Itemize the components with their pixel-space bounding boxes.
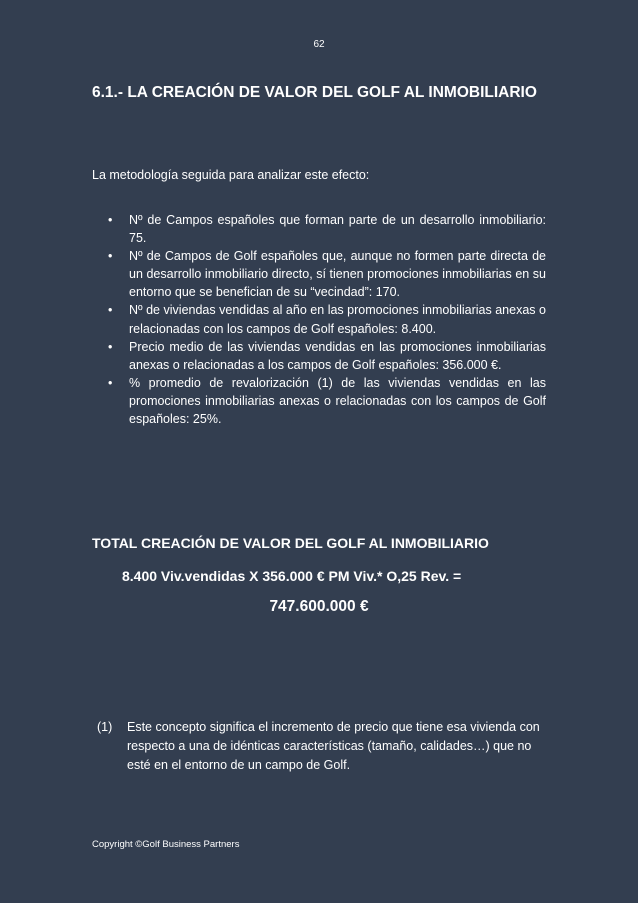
bullet-icon: • (108, 375, 113, 390)
list-item (92, 247, 546, 301)
section-title: 6.1.- LA CREACIÓN DE VALOR DEL GOLF AL INMOBILIARIO (92, 84, 537, 101)
copyright-footer: Copyright ©Golf Business Partners (92, 839, 240, 850)
list-item (92, 211, 546, 247)
footnote (97, 718, 557, 775)
list-item-text: Precio medio de las viviendas vendidas en las promociones inmobiliarias anexas o relacionadas a los campos de Golf españoles: 356.000 €. (129, 339, 546, 372)
methodology-list (92, 211, 546, 428)
total-formula: 8.400 Viv.vendidas X 356.000 € PM Viv.* O,25 Rev. = (122, 568, 462, 584)
list-item (92, 301, 546, 337)
intro-paragraph: La metodología seguida para analizar este efecto: (92, 168, 370, 182)
list-item (92, 338, 546, 374)
total-heading: TOTAL CREACIÓN DE VALOR DEL GOLF AL INMOBILIARIO (92, 535, 489, 551)
total-value: 747.600.000 € (269, 598, 369, 615)
footnote-marker: (1) (97, 720, 113, 734)
list-item (92, 374, 546, 428)
list-item-text: Nº de Campos de Golf españoles que, aunque no formen parte directa de un desarrollo inmobiliario directo, sí tienen promociones inmobiliarias en su entorno que se benefician de su “vecindad”: 170. (129, 249, 546, 300)
bullet-icon: • (108, 303, 113, 318)
list-item-text: Nº de viviendas vendidas al año en las promociones inmobiliarias anexas o relacionadas con los campos de Golf españoles: 8.400. (129, 303, 546, 336)
bullet-icon: • (108, 213, 113, 227)
footnote-text: Este concepto significa el incremento de precio que tiene esa vivienda con respecto a una de idénticas características (tamaño, calidades…) que no esté en el entorno de un campo de Golf. (127, 720, 540, 772)
list-item-text: Nº de Campos españoles que forman parte de un desarrollo inmobiliario: 75. (129, 213, 546, 246)
list-item-text: % promedio de revalorización (1) de las viviendas vendidas en las promociones inmobiliarias anexas o relacionadas con los campos de Golf españoles: 25%. (129, 375, 546, 427)
bullet-icon: • (108, 249, 113, 264)
bullet-icon: • (108, 339, 113, 354)
page-number: 62 (313, 39, 325, 50)
